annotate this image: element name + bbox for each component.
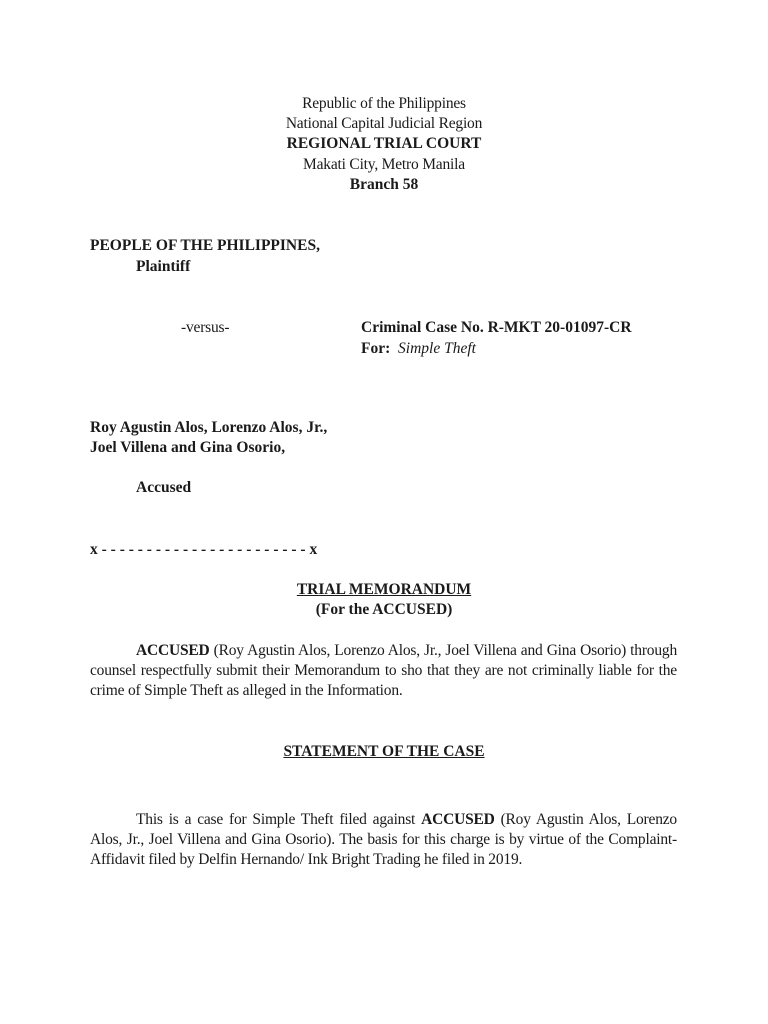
republic-line: Republic of the Philippines (302, 95, 466, 112)
for-value: Simple Theft (398, 340, 476, 357)
memorandum-title: TRIAL MEMORANDUM (296, 581, 472, 598)
city-line: Makati City, Metro Manila (303, 156, 465, 173)
for-label: For: (361, 340, 391, 357)
plaintiff-name: PEOPLE OF THE PHILIPPINES, (90, 237, 320, 254)
accused-names-line1: Roy Agustin Alos, Lorenzo Alos, Jr., (90, 419, 328, 436)
versus-label: -versus- (181, 319, 230, 336)
region-line: National Capital Judicial Region (285, 115, 483, 132)
memorandum-paragraph (90, 641, 677, 701)
memorandum-subtitle: (For the ACCUSED) (315, 601, 453, 618)
court-name: REGIONAL TRIAL COURT (286, 135, 482, 152)
statement-paragraph (90, 810, 677, 870)
case-charge (361, 339, 476, 359)
accused-role: Accused (136, 479, 192, 496)
accused-bold: ACCUSED (136, 642, 210, 659)
statement-text-b: (Roy Agustin Alos, Lorenzo Alos, Jr., Joel Villena and Gina Osorio). The basis for this charge is by virtue of the Complaint-Affidavit filed by Delfin Hernando/ Ink Bright Trading he filed in 2019. (90, 811, 677, 868)
statement-text-a: This is a case for Simple Theft filed against (136, 811, 422, 828)
accused-names-line2: Joel Villena and Gina Osorio, (90, 439, 286, 456)
plaintiff-role: Plaintiff (136, 258, 191, 275)
memorandum-paragraph-text: (Roy Agustin Alos, Lorenzo Alos, Jr., Joel Villena and Gina Osorio) through counsel respectfully submit their Memorandum to sho that they are not criminally liable for the crime of Simple Theft as alleged in the Information. (90, 642, 677, 699)
statement-heading: STATEMENT OF THE CASE (283, 743, 485, 760)
statement-accused-bold: ACCUSED (421, 811, 495, 828)
separator-line: x - - - - - - - - - - - - - - - - - - - - - - - x (90, 541, 318, 558)
case-number: Criminal Case No. R-MKT 20-01097-CR (361, 319, 632, 336)
branch-line: Branch 58 (349, 176, 419, 193)
